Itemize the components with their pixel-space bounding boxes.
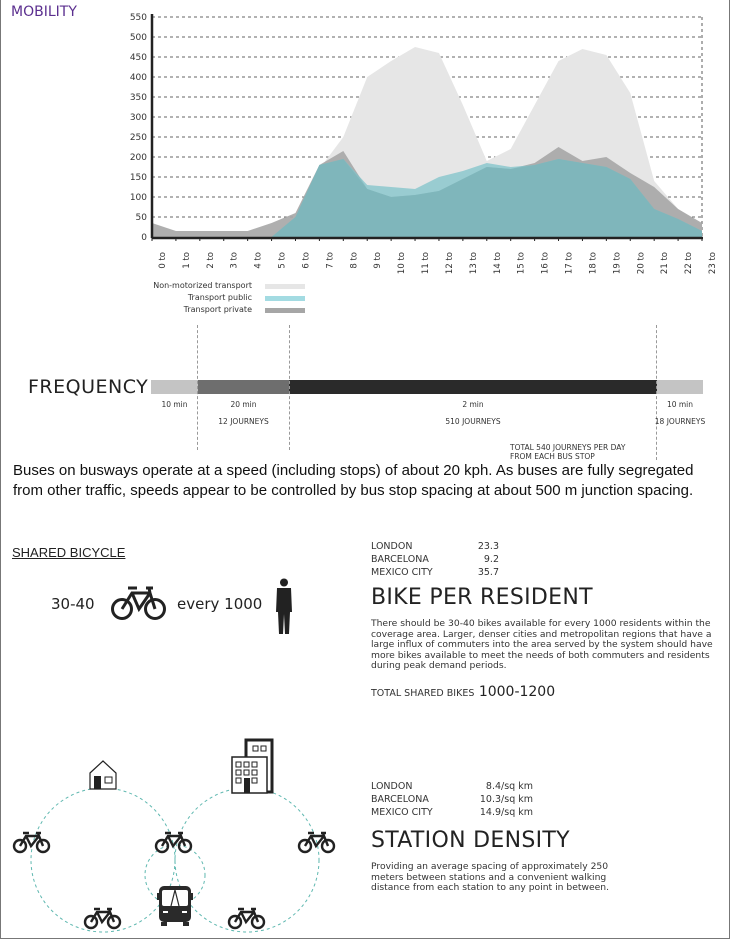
busway-paragraph: Buses on busways operate at a speed (including stops) of about 20 kph. As buses are fully segregated from other traffic, speeds appear to be controlled by bus stop spacing at about 500 m junction spacing. [13,462,694,499]
y-tick-label: 350 [129,93,147,103]
city-name: LONDON [371,781,413,792]
bike-per-resident-heading: BIKE PER RESIDENT [371,585,593,610]
frequency-segment-peak [289,380,657,394]
frequency-segment-offpeak [198,380,289,394]
x-tick-label: 13 to [468,252,479,275]
x-tick-label: 6 to [301,252,312,269]
city-name: MEXICO CITY [371,807,433,818]
x-tick-label: 22 to [684,252,695,275]
x-tick-label: 8 to [349,252,360,269]
legend-label-public: Transport public [187,293,252,302]
segment-interval: 10 min [666,400,694,409]
x-tick-label: 15 to [516,252,527,275]
legend-label-nonmotorized: Non-motorized transport [153,281,252,290]
house-icon [90,761,116,789]
station-density-heading: STATION DENSITY [371,828,570,853]
y-tick-label: 100 [129,193,147,203]
x-tick-label: 20 to [636,252,647,275]
segment-journeys: 510 JOURNEYS [445,417,501,426]
x-tick-label: 3 to [229,252,240,269]
station-density-table [371,780,533,819]
y-tick-label: 500 [129,33,147,43]
y-tick-label: 550 [129,13,147,23]
office-building-icon [232,740,272,793]
people-ratio: every 1000 [177,595,263,613]
x-tick-labels [158,252,718,274]
segment-journeys: 18 JOURNEYS [654,417,706,426]
segment-interval: 20 min [230,400,257,409]
coverage-circle-left [31,788,175,932]
divider-line [656,325,657,460]
bus-icon [157,886,193,926]
x-tick-label: 5 to [277,252,288,269]
x-tick-label: 19 to [612,252,623,275]
x-tick-label: 2 to [205,252,216,269]
divider-line [289,325,290,450]
person-icon [274,578,294,635]
x-tick-label: 12 to [444,252,455,275]
x-tick-label: 21 to [660,252,671,275]
city-name: MEXICO CITY [371,567,433,578]
bicycle-icon [110,585,168,621]
total-line-1: TOTAL 540 JOURNEYS PER DAY [510,443,626,452]
station-coverage-diagram [0,730,360,940]
city-value: 9.2 [483,554,499,565]
y-tick-label: 50 [135,213,147,223]
total-journeys-note [510,443,625,461]
x-tick-label: 4 to [253,252,264,269]
y-tick-labels [130,13,147,243]
y-tick-label: 450 [129,53,147,63]
station-density-description: Providing an average spacing of approximately 250 meters between stations and a convenient walking distance from each station to any point in between. [371,861,610,893]
table-row [371,566,499,579]
total-shared-bikes-label: TOTAL SHARED BIKES [371,688,475,699]
x-tick-label: 23 to [708,252,718,275]
y-tick-label: 0 [141,233,147,243]
segment-interval: 10 min [161,400,188,409]
x-tick-label: 11 to [421,252,432,275]
bicycle-icon [156,833,191,852]
x-tick-label: 7 to [325,252,336,269]
x-tick-label: 9 to [373,252,384,269]
bicycle-icon [229,909,264,928]
bikes-ratio: 30-40 [51,595,95,613]
x-tick-label: 0 to [158,252,168,269]
city-value: 8.4/sq km [485,781,533,792]
legend-swatch-private [265,308,305,313]
page-title: MOBILITY [11,4,77,20]
shared-bicycle-title: SHARED BICYCLE [12,545,126,560]
city-value: 23.3 [477,541,499,552]
legend-swatch-nonmotorized [265,284,305,289]
frequency-segment-early [151,380,198,394]
table-row [371,540,499,553]
total-shared-bikes [371,683,555,701]
x-tick-label: 14 to [492,252,503,275]
frequency-title: FREQUENCY [28,376,149,398]
total-shared-bikes-value: 1000-1200 [478,684,556,700]
y-tick-label: 200 [129,153,147,163]
y-tick-label: 150 [129,173,147,183]
segment-journeys: 12 JOURNEYS [218,417,269,426]
frequency-segment-late [657,380,703,394]
area-series [152,47,702,237]
table-row [371,806,533,819]
city-value: 10.3/sq km [479,794,533,805]
x-tick-label: 1 to [181,252,192,269]
divider-line [197,325,198,450]
total-line-2: FROM EACH BUS STOP [510,452,595,461]
city-name: BARCELONA [371,794,429,805]
city-name: BARCELONA [371,554,429,565]
x-tick-label: 18 to [588,252,599,275]
legend-label-private: Transport private [183,305,252,314]
bike-per-resident-table [371,540,499,579]
city-name: LONDON [371,541,413,552]
city-value: 35.7 [477,567,499,578]
y-tick-label: 400 [129,73,147,83]
mobility-chart [0,0,730,320]
city-value: 14.9/sq km [479,807,533,818]
y-tick-label: 250 [129,133,147,143]
segment-interval: 2 min [462,400,484,409]
y-tick-label: 300 [129,113,147,123]
table-row [371,553,499,566]
x-tick-label: 16 to [540,252,551,275]
table-row [371,780,533,793]
table-row [371,793,533,806]
x-tick-label: 17 to [564,252,575,275]
bike-per-resident-description: There should be 30-40 bikes available for every 1000 residents within the coverage area. Larger, denser cities and metropolitan regions that have a large influx of commuters into the area served by the system should have more bikes available to meet the needs of both commuters and residents during peak demand periods. [371,618,713,671]
legend-swatch-public [265,296,305,301]
x-tick-label: 10 to [397,252,408,275]
bicycle-icon [85,909,120,928]
coverage-circle-right [175,788,319,932]
